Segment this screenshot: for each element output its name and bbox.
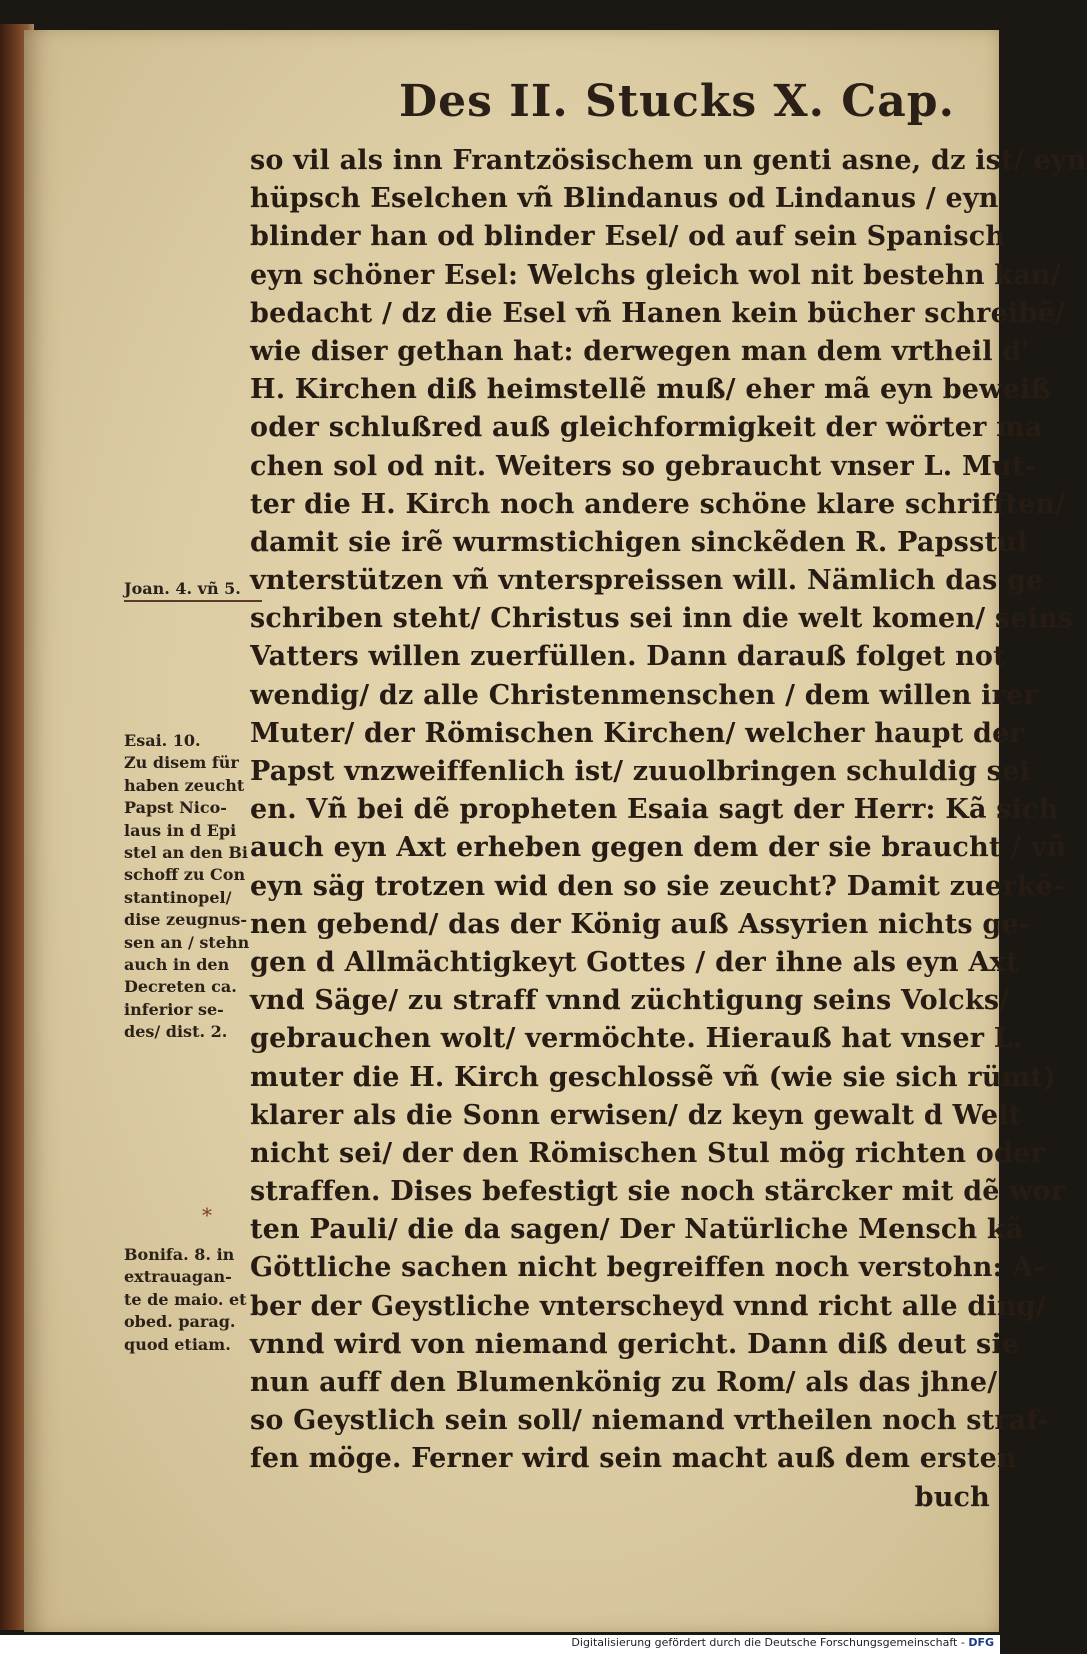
margin-note-line: obed. parag. [124,1312,236,1332]
text-line: vnnd wird von niemand gericht. Dann diß deut sie [250,1328,1020,1360]
margin-note-line: des/ dist. 2. [124,1022,228,1042]
text-line: nen gebend/ das der König auß Assyrien nichts ge- [250,908,1031,940]
text-line: damit sie irẽ wurmstichigen sinckẽden R. Papsstul [250,526,1028,558]
text-line: vnterstützen vñ vnterspreissen will. Nämlich das ge [250,565,1044,597]
margin-asterisk: * [202,1203,212,1227]
margin-note-line: stel an den Bi [124,843,248,863]
text-line: fen möge. Ferner wird sein macht auß dem ersten [250,1443,1017,1475]
text-line: wendig/ dz alle Christenmenschen / dem willen irer [250,679,1038,711]
text-line: Papst vnzweiffenlich ist/ zuuolbringen schuldig sei [250,756,1030,787]
catchword: buch [914,1481,990,1513]
text-line: ber der Geystliche vnterscheyd vnnd richt alle ding/ [250,1290,1046,1322]
text-line: Vatters willen zuerfüllen. Dann darauß folget not [250,641,1006,673]
margin-note-esai [124,730,262,1044]
margin-note-line: Esai. 10. [124,731,201,750]
margin-note-line: stantinopel/ [124,887,232,907]
margin-note-line: quod etiam. [124,1334,231,1354]
text-line: straffen. Dises befestigt sie noch stärcker mit dẽ wor [250,1176,1066,1208]
margin-note-joan [124,578,262,602]
text-line: H. Kirchen diß heimstellẽ muß/ eher mã eyn beweiß [250,374,1052,406]
text-line: auch eyn Axt erheben gegen dem der sie braucht / vñ [250,832,1067,864]
margin-note-line: inferior se- [124,999,224,1019]
margin-note-line: sen an / stehn [124,932,250,952]
margin-note-line: laus in d Epi [124,820,237,840]
margin-note-line: haben zeucht [124,775,245,795]
text-line: ten Pauli/ die da sagen/ Der Natürliche Mensch kã [250,1214,1024,1246]
margin-note-line: Joan. 4. vñ 5. [124,578,262,602]
text-line: ter die H. Kirch noch andere schöne klare schrifften/ [250,488,1066,520]
credit-text: Digitalisierung gefördert durch die Deutsche Forschungsgemeinschaft - [571,1636,965,1649]
text-line: so vil als inn Frantzösischem un genti asne, dz ist/ eyn [250,145,1087,176]
text-line: bedacht / dz die Esel vñ Hanen kein bücher schreibẽ/ [250,297,1065,329]
text-line: gen d Allmächtigkeyt Gottes / der ihne als eyn Axt [250,946,1019,978]
text-line: en. Vñ bei dẽ propheten Esaia sagt der Herr: Kã sich [250,794,1059,826]
margin-note-bonifa [124,1244,262,1356]
margin-note-line: schoff zu Con [124,865,246,885]
margin-note-line: dise zeugnus- [124,910,248,930]
margin-note-line: Papst Nico- [124,798,227,818]
margin-note-line: extrauagan- [124,1267,232,1287]
text-line: muter die H. Kirch geschlossẽ vñ (wie sie sich rümt) [250,1061,1057,1093]
text-line: eyn säg trotzen wid den so sie zeucht? Damit zuerkẽ- [250,870,1065,902]
dfg-logo: DFG [968,1636,994,1649]
body-text [250,142,1087,1517]
book-page [24,30,1087,1632]
text-line: nicht sei/ der den Römischen Stul mög richten oder [250,1137,1045,1169]
margin-note-line: Bonifa. 8. in [124,1245,235,1264]
text-line: schriben steht/ Christus sei inn die welt komen/ seins [250,603,1074,635]
margin-note-line: auch in den [124,955,230,975]
text-line: gebrauchen wolt/ vermöchte. Hierauß hat vnser L. [250,1023,1023,1055]
margin-note-line: te de maio. et [124,1289,247,1309]
text-line: Göttliche sachen nicht begreiffen noch verstohn: A- [250,1252,1045,1284]
text-line: hüpsch Eselchen vñ Blindanus od Lindanus / eyn [250,183,999,215]
text-line: blinder han od blinder Esel/ od auf sein Spanisch [250,221,1006,253]
running-head: Des II. Stucks X. Cap. [399,76,955,127]
margin-note-line: Zu disem für [124,753,239,773]
text-line: eyn schöner Esel: Welchs gleich wol nit bestehn kan/ [250,259,1061,291]
margin-note-line: Decreten ca. [124,977,237,997]
digitization-credit [571,1636,994,1649]
text-line: chen sol od nit. Weiters so gebraucht vnser L. Mut- [250,450,1036,482]
text-line: Muter/ der Römischen Kirchen/ welcher haupt der [250,717,1024,749]
text-line: oder schlußred auß gleichformigkeit der wörter ma [250,412,1043,444]
text-line: wie diser gethan hat: derwegen man dem vrtheil d' [250,335,1030,367]
text-line: vnd Säge/ zu straff vnnd züchtigung seins Volcks/ [250,985,1010,1017]
text-line: klarer als die Sonn erwisen/ dz keyn gewalt d Welt [250,1099,1022,1131]
text-line: so Geystlich sein soll/ niemand vrtheilen noch straf- [250,1405,1049,1437]
text-line: nun auff den Blumenkönig zu Rom/ als das jhne/ [250,1367,998,1398]
